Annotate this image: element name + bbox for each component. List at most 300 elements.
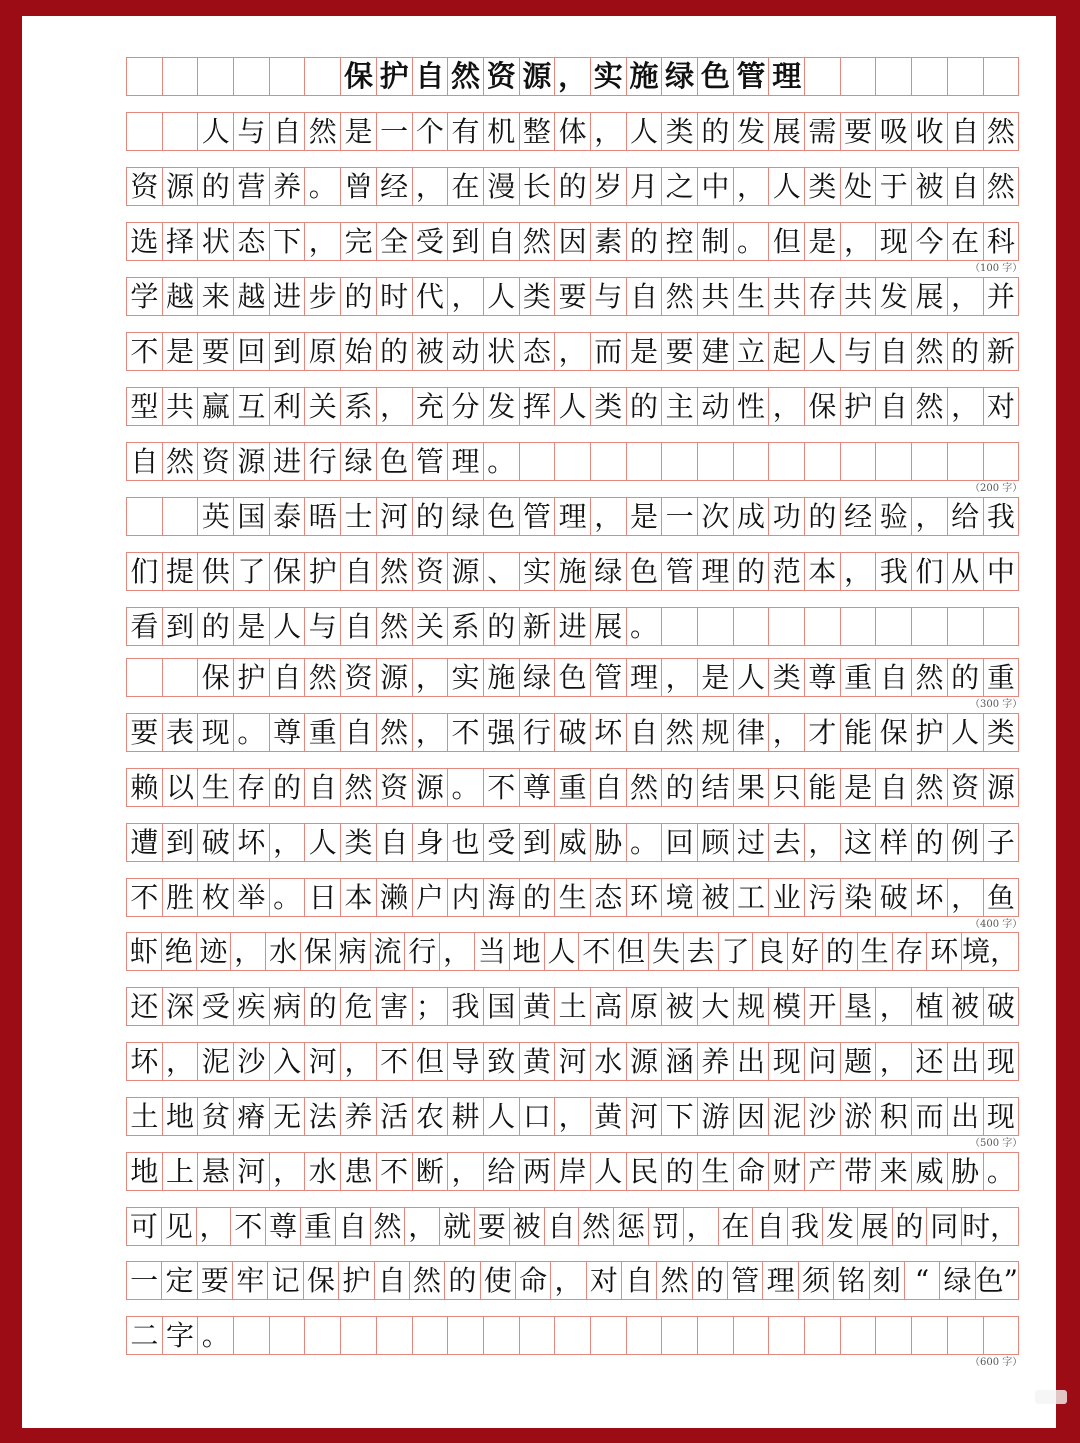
grid-cell: 然	[305, 113, 341, 150]
word-count-label: （400 字）	[970, 919, 1023, 930]
grid-cell	[948, 1317, 984, 1354]
grid-cell	[662, 443, 698, 480]
grid-cell: 管	[728, 1262, 763, 1299]
grid-cell: 然	[163, 443, 199, 480]
grid-cell: 沙	[805, 1098, 841, 1135]
grid-cell: 举	[234, 879, 270, 916]
grid-cell: 是	[841, 769, 877, 806]
grid-row	[126, 1152, 1019, 1191]
grid-row	[126, 1042, 1019, 1081]
grid-cell: 病	[336, 933, 371, 970]
grid-cell: 破	[555, 714, 591, 751]
grid-cell	[805, 58, 841, 95]
grid-cell: 色”	[975, 1263, 1018, 1297]
grid-cell: ，	[841, 223, 877, 260]
grid-cell: 是	[627, 498, 663, 535]
grid-cell: 绿	[662, 58, 698, 95]
grid-cell: 威	[912, 1153, 948, 1190]
grid-cell: 自	[377, 824, 413, 861]
grid-cell: 回	[662, 824, 698, 861]
grid-cell: 良	[753, 933, 788, 970]
grid-cell	[627, 443, 663, 480]
grid-cell: 到	[270, 333, 306, 370]
grid-cell: 的	[484, 608, 520, 645]
grid-cell: 身	[413, 824, 449, 861]
grid-cell: 给	[484, 1153, 520, 1190]
grid-cell: 个	[413, 113, 449, 150]
grid-cell: 发	[876, 278, 912, 315]
grid-cell: ，	[876, 1043, 912, 1080]
grid-cell: 见	[162, 1208, 197, 1245]
grid-cell: 自	[341, 714, 377, 751]
grid-cell: 共	[841, 278, 877, 315]
grid-cell: 保	[805, 388, 841, 425]
grid-cell: 施	[484, 659, 520, 696]
grid-cell: 表	[163, 714, 199, 751]
grid-cell: 但	[413, 1043, 449, 1080]
grid-cell: 发	[823, 1208, 858, 1245]
grid-cell: 河	[377, 498, 413, 535]
grid-cell: 两	[520, 1153, 556, 1190]
grid-cell	[769, 1317, 805, 1354]
grid-cell: 经	[377, 168, 413, 205]
grid-cell: 然	[305, 659, 341, 696]
grid-cell: ，	[551, 1262, 586, 1299]
grid-cell: 岁	[591, 168, 627, 205]
grid-cell: ，	[769, 714, 805, 751]
grid-cell: 自	[627, 278, 663, 315]
grid-cell: 例	[948, 824, 984, 861]
grid-cell: 立	[734, 333, 770, 370]
grid-cell: ，	[197, 1208, 232, 1245]
grid-cell: 律	[734, 714, 770, 751]
grid-cell	[555, 1317, 591, 1354]
grid-cell: 二	[127, 1317, 163, 1354]
grid-cell: 资	[377, 769, 413, 806]
grid-cell: 记	[268, 1262, 303, 1299]
grid-cell: 受	[413, 223, 449, 260]
grid-cell: 自	[413, 58, 449, 95]
grid-cell	[948, 608, 984, 645]
grid-cell: 样	[876, 824, 912, 861]
grid-cell: ，	[163, 1043, 199, 1080]
grid-cell: 需	[805, 113, 841, 150]
grid-cell: ，	[555, 58, 591, 95]
grid-cell: 断	[413, 1153, 449, 1190]
grid-cell: 内	[448, 879, 484, 916]
grid-cell: 国	[484, 988, 520, 1025]
grid-cell: 行	[520, 714, 556, 751]
grid-cell: ，	[413, 714, 449, 751]
grid-cell: 类	[662, 113, 698, 150]
grid-cell: 的	[662, 1153, 698, 1190]
grid-cell: 无	[270, 1098, 306, 1135]
grid-cell: ，	[305, 223, 341, 260]
grid-cell: 铭	[834, 1262, 869, 1299]
grid-cell: 黄	[520, 988, 556, 1025]
grid-cell: 过	[734, 824, 770, 861]
grid-cell: 国	[234, 498, 270, 535]
grid-cell: 从	[948, 553, 984, 590]
grid-cell: 被	[698, 879, 734, 916]
grid-cell: 状	[198, 223, 234, 260]
grid-cell: 有	[448, 113, 484, 150]
grid-cell: 去	[684, 933, 719, 970]
grid-cell: 一	[127, 1262, 162, 1299]
grid-cell	[591, 1317, 627, 1354]
grid-cell: 到	[448, 223, 484, 260]
grid-cell: 沙	[234, 1043, 270, 1080]
grid-cell: 管	[734, 58, 770, 95]
grid-cell: ，	[555, 1098, 591, 1135]
grid-cell: 病	[270, 988, 306, 1025]
grid-cell: 然	[341, 769, 377, 806]
grid-cell: 要	[841, 113, 877, 150]
grid-cell: 流	[371, 933, 406, 970]
grid-cell: 人	[484, 1098, 520, 1135]
grid-cell: 的	[445, 1262, 480, 1299]
grid-cell: 然	[912, 769, 948, 806]
grid-row	[126, 442, 1019, 481]
grid-cell: 的	[341, 278, 377, 315]
grid-cell: 动	[448, 333, 484, 370]
grid-cell: 自	[876, 769, 912, 806]
grid-cell	[734, 443, 770, 480]
grid-cell: 护	[339, 1262, 374, 1299]
grid-cell: 现	[876, 223, 912, 260]
grid-cell: 的	[198, 608, 234, 645]
grid-cell: 口	[520, 1098, 556, 1135]
grid-cell: 然	[377, 553, 413, 590]
grid-cell: 的	[413, 498, 449, 535]
grid-cell: 理	[763, 1262, 798, 1299]
grid-cell: 然	[986, 114, 1015, 148]
grid-cell: 性	[734, 388, 770, 425]
grid-cell: 进	[270, 443, 306, 480]
grid-cell: 被	[912, 168, 948, 205]
grid-cell: 系	[341, 388, 377, 425]
grid-cell: 日	[305, 879, 341, 916]
grid-cell	[841, 443, 877, 480]
grid-cell	[912, 1317, 948, 1354]
grid-cell	[805, 608, 841, 645]
grid-cell: 结	[698, 769, 734, 806]
grid-cell: 好	[788, 933, 823, 970]
grid-cell	[163, 498, 199, 535]
grid-cell: 赖	[127, 769, 163, 806]
grid-cell: 制	[698, 223, 734, 260]
grid-cell: 黄	[591, 1098, 627, 1135]
grid-cell: 然	[448, 58, 484, 95]
grid-cell: 涵	[662, 1043, 698, 1080]
grid-cell: 人	[805, 333, 841, 370]
grid-cell: 收	[912, 113, 948, 150]
grid-cell: 赢	[198, 388, 234, 425]
grid-cell: 动	[698, 388, 734, 425]
grid-cell: 护	[912, 714, 948, 751]
grid-cell: 重	[841, 659, 877, 696]
grid-cell: 资	[341, 659, 377, 696]
grid-cell: 的	[912, 824, 948, 861]
grid-cell: 士	[341, 498, 377, 535]
grid-cell: 长	[520, 168, 556, 205]
grid-cell: 。	[198, 1317, 234, 1354]
grid-cell: 整	[520, 113, 556, 150]
grid-cell	[841, 608, 877, 645]
grid-cell: 态	[591, 879, 627, 916]
grid-cell: 民	[627, 1153, 663, 1190]
grid-cell: 自	[876, 659, 912, 696]
grid-cell: 实	[591, 58, 627, 95]
grid-cell: 保	[341, 58, 377, 95]
grid-cell: 供	[198, 553, 234, 590]
grid-cell: 的	[627, 223, 663, 260]
grid-cell: 自	[948, 168, 984, 205]
grid-cell: ，	[440, 933, 475, 970]
grid-cell: 绿	[940, 1262, 975, 1299]
grid-cell: 自	[591, 769, 627, 806]
grid-cell: 。	[484, 443, 520, 480]
grid-row	[126, 497, 1019, 536]
grid-cell: 人	[198, 113, 234, 150]
grid-cell: 曾	[341, 168, 377, 205]
grid-cell: 泰	[270, 498, 306, 535]
grid-cell: 一	[377, 113, 413, 150]
grid-cell: 来	[876, 1153, 912, 1190]
grid-cell: 鱼	[986, 880, 1015, 914]
grid-cell: 染	[841, 879, 877, 916]
grid-cell	[734, 1317, 770, 1354]
grid-cell: 生	[555, 879, 591, 916]
grid-cell: 尊	[520, 769, 556, 806]
grid-cell: 源	[627, 1043, 663, 1080]
grid-row	[126, 878, 1019, 917]
grid-cell: 是	[341, 113, 377, 150]
grid-cell: 在	[948, 223, 984, 260]
grid-cell: 问	[805, 1043, 841, 1080]
grid-cell: 关	[305, 388, 341, 425]
grid-cell: 进	[555, 608, 591, 645]
grid-cell: 不	[127, 879, 163, 916]
grid-cell: 在	[448, 168, 484, 205]
grid-cell: 悬	[198, 1153, 234, 1190]
grid-cell: 代	[413, 278, 449, 315]
grid-cell: 坏	[591, 714, 627, 751]
grid-cell: 遭	[127, 824, 163, 861]
grid-cell: 养	[698, 1043, 734, 1080]
grid-cell	[662, 608, 698, 645]
grid-cell: 境	[662, 879, 698, 916]
grid-cell: ，	[413, 168, 449, 205]
grid-cell: 然	[627, 769, 663, 806]
grid-cell: 地	[510, 933, 545, 970]
grid-cell	[876, 1317, 912, 1354]
grid-cell: 字	[163, 1317, 199, 1354]
grid-cell: 农	[413, 1098, 449, 1135]
grid-cell: 还	[912, 1043, 948, 1080]
grid-cell: 威	[555, 824, 591, 861]
grid-cell	[305, 1317, 341, 1354]
grid-cell: 共	[698, 278, 734, 315]
grid-cell: 业	[769, 879, 805, 916]
grid-cell	[127, 58, 163, 95]
grid-cell	[520, 1317, 556, 1354]
grid-cell: 一	[662, 498, 698, 535]
grid-cell: 人	[270, 608, 306, 645]
grid-cell: 规	[698, 714, 734, 751]
grid-cell: 使	[481, 1262, 516, 1299]
grid-cell: 虾	[127, 933, 162, 970]
grid-cell: 中	[698, 168, 734, 205]
grid-cell: 类	[341, 824, 377, 861]
grid-cell	[555, 443, 591, 480]
grid-cell: 充	[413, 388, 449, 425]
grid-cell: 贫	[198, 1098, 234, 1135]
grid-cell: ，	[912, 498, 948, 535]
grid-cell: 挥	[520, 388, 556, 425]
grid-cell: ，	[270, 824, 306, 861]
grid-cell	[805, 1317, 841, 1354]
grid-cell: 我	[788, 1208, 823, 1245]
grid-cell: 现	[986, 1099, 1015, 1133]
grid-cell: 是	[163, 333, 199, 370]
grid-cell	[591, 443, 627, 480]
grid-cell: 进	[270, 278, 306, 315]
grid-cell: 自	[627, 714, 663, 751]
grid-cell: 色	[377, 443, 413, 480]
grid-cell: 然	[371, 1208, 406, 1245]
grid-cell: 才	[805, 714, 841, 751]
grid-cell: ，	[684, 1208, 719, 1245]
grid-cell: 法	[305, 1098, 341, 1135]
grid-cell: 控	[662, 223, 698, 260]
grid-cell: 被	[413, 333, 449, 370]
grid-cell: 财	[769, 1153, 805, 1190]
grid-cell: 河	[234, 1153, 270, 1190]
grid-cell: 选	[127, 223, 163, 260]
grid-cell: 时	[377, 278, 413, 315]
grid-cell: 胁	[948, 1153, 984, 1190]
grid-cell: 功	[769, 498, 805, 535]
grid-cell: 色	[627, 553, 663, 590]
grid-cell: ，	[591, 113, 627, 150]
grid-cell: 下	[662, 1098, 698, 1135]
grid-cell: 新	[520, 608, 556, 645]
grid-cell	[270, 1317, 306, 1354]
grid-cell: 月	[627, 168, 663, 205]
grid-cell: 须	[799, 1262, 834, 1299]
grid-cell: 不	[127, 333, 163, 370]
grid-cell: 们	[127, 553, 163, 590]
grid-cell: 河	[305, 1043, 341, 1080]
grid-cell: 类	[591, 388, 627, 425]
grid-cell: 因	[555, 223, 591, 260]
grid-cell: 入	[270, 1043, 306, 1080]
grid-cell: 果	[734, 769, 770, 806]
grid-cell: 绿	[520, 659, 556, 696]
grid-cell	[912, 608, 948, 645]
grid-cell: 越	[163, 278, 199, 315]
grid-cell	[698, 1317, 734, 1354]
grid-cell: 出	[734, 1043, 770, 1080]
grid-cell: 管	[662, 553, 698, 590]
grid-cell: 土	[555, 988, 591, 1025]
grid-cell: 自	[948, 113, 984, 150]
grid-cell: 河	[627, 1098, 663, 1135]
grid-cell: 到	[163, 608, 199, 645]
grid-cell: 然	[912, 333, 948, 370]
grid-cell: 原	[305, 333, 341, 370]
watermark-badge	[1035, 1390, 1067, 1404]
grid-cell: 自	[375, 1262, 410, 1299]
grid-cell: 与	[234, 113, 270, 150]
grid-cell: 理	[698, 553, 734, 590]
grid-cell: 我	[986, 499, 1015, 533]
grid-cell: 破	[986, 989, 1015, 1023]
grid-cell: 护	[377, 58, 413, 95]
grid-cell: 的	[377, 333, 413, 370]
grid-cell: 的	[948, 659, 984, 696]
grid-cell: 利	[270, 388, 306, 425]
grid-cell: 存	[234, 769, 270, 806]
grid-cell: 自	[341, 553, 377, 590]
grid-cell: 然	[377, 608, 413, 645]
grid-cell: 工	[734, 879, 770, 916]
grid-cell: 中	[986, 554, 1015, 588]
grid-cell: 重	[986, 660, 1015, 694]
grid-cell: 致	[484, 1043, 520, 1080]
grid-row	[126, 607, 1019, 646]
grid-cell: 失	[649, 933, 684, 970]
grid-cell: 施	[627, 58, 663, 95]
grid-cell: 自	[876, 333, 912, 370]
grid-cell: 类	[769, 659, 805, 696]
grid-cell: 处	[841, 168, 877, 205]
grid-cell: 不	[231, 1208, 266, 1245]
grid-cell: 。	[448, 769, 484, 806]
grid-cell	[948, 58, 984, 95]
grid-cell	[198, 58, 234, 95]
grid-cell: 然	[662, 278, 698, 315]
grid-cell: 营	[234, 168, 270, 205]
grid-cell: 。	[986, 1154, 1015, 1188]
grid-cell: 行	[305, 443, 341, 480]
grid-cell: ，	[341, 1043, 377, 1080]
grid-cell: ，	[876, 988, 912, 1025]
grid-cell: ，	[231, 933, 266, 970]
grid-cell: 绿	[341, 443, 377, 480]
grid-cell: 护	[841, 388, 877, 425]
grid-cell: 大	[698, 988, 734, 1025]
grid-cell: 破	[198, 824, 234, 861]
grid-cell: 来	[198, 278, 234, 315]
grid-cell	[984, 443, 1019, 480]
grid-cell: 自	[270, 113, 306, 150]
grid-cell: 体	[555, 113, 591, 150]
grid-cell: 态	[520, 333, 556, 370]
grid-row	[126, 932, 1019, 971]
grid-cell	[305, 58, 341, 95]
grid-cell: 人	[484, 278, 520, 315]
grid-row	[126, 987, 1019, 1026]
grid-cell: ，	[413, 659, 449, 696]
grid-cell: 而	[912, 1098, 948, 1135]
grid-cell: 的	[698, 113, 734, 150]
grid-cell: 不	[448, 714, 484, 751]
grid-cell: 类	[520, 278, 556, 315]
grid-cell: 绿	[448, 498, 484, 535]
grid-cell: 带	[841, 1153, 877, 1190]
